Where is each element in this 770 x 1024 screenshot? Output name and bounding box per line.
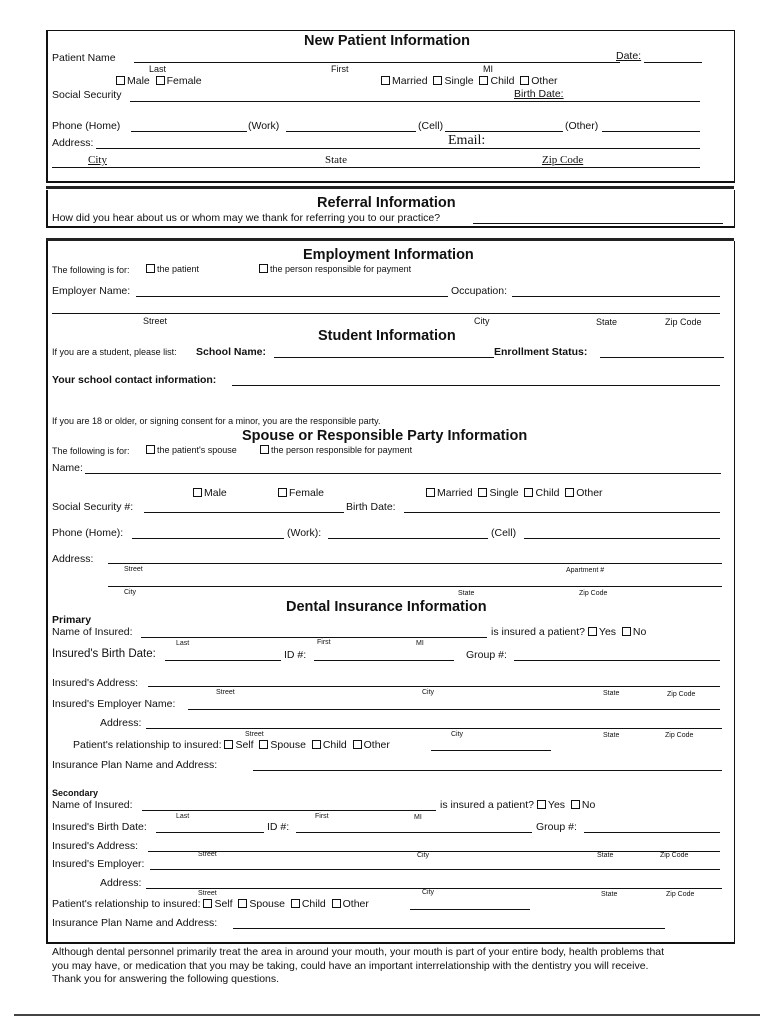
primary-self-checkbox[interactable] <box>224 740 233 749</box>
referral-title: Referral Information <box>317 195 456 211</box>
secondary-spouse-label: Spouse <box>249 898 285 910</box>
spouse-zip-label: Zip Code <box>579 590 608 597</box>
spouse-male-checkbox[interactable] <box>193 488 202 497</box>
referral-field[interactable] <box>473 223 723 224</box>
secondary-self-checkbox[interactable] <box>203 899 212 908</box>
spouse-option-label: the patient's spouse <box>157 445 237 455</box>
date-field[interactable] <box>644 62 702 63</box>
secondary-name-field[interactable] <box>142 810 436 811</box>
spouse-city-label: City <box>124 589 137 596</box>
spouse-other-checkbox[interactable] <box>565 488 574 497</box>
spouse-responsible-option <box>260 445 412 455</box>
city-state-zip-field[interactable] <box>52 167 700 168</box>
secondary-zip-label: Zip Code <box>660 852 689 859</box>
phone-work-label: (Work) <box>248 120 280 132</box>
spouse-street-label: Street <box>124 566 143 573</box>
married-label: Married <box>392 75 428 87</box>
secondary-plan-label: Insurance Plan Name and Address: <box>52 917 218 929</box>
spouse-responsible-checkbox[interactable] <box>260 445 269 454</box>
primary-relationship-label: Patient's relationship to insured: <box>73 739 222 751</box>
spouse-single-label: Single <box>489 487 519 499</box>
primary-no-checkbox[interactable] <box>622 627 631 636</box>
spouse-birth-date-label: Birth Date: <box>346 501 396 513</box>
female-label: Female <box>166 75 202 87</box>
secondary-is-patient-label: is insured a patient? <box>440 799 534 811</box>
married-checkbox[interactable] <box>381 76 390 85</box>
primary-address-field[interactable] <box>148 686 720 687</box>
employment-patient-checkbox[interactable] <box>146 264 155 273</box>
secondary-employer-field[interactable] <box>150 869 720 870</box>
primary-employer-label: Insured's Employer Name: <box>52 698 176 710</box>
primary-group-field[interactable] <box>514 660 720 661</box>
employer-city-label: City <box>474 316 490 326</box>
spouse-gender-male <box>193 487 227 499</box>
primary-employer-address-field[interactable] <box>146 728 722 729</box>
phone-home-field[interactable] <box>131 131 247 132</box>
primary-name-field[interactable] <box>141 637 487 638</box>
primary-other-checkbox[interactable] <box>353 740 362 749</box>
spouse-female-checkbox[interactable] <box>278 488 287 497</box>
secondary-city-label: City <box>417 852 430 859</box>
secondary-relationship-label: Patient's relationship to insured: <box>52 898 201 910</box>
secondary-self-label: Self <box>214 898 233 910</box>
secondary-yes-checkbox[interactable] <box>537 800 546 809</box>
employment-responsible-option <box>259 264 411 274</box>
primary-zip-label: Zip Code <box>667 691 696 698</box>
spouse-child-checkbox[interactable] <box>524 488 533 497</box>
primary-yes-label: Yes <box>598 626 617 638</box>
spouse-gender-female <box>278 487 324 499</box>
address-label: Address: <box>52 137 94 149</box>
spouse-title: Spouse or Responsible Party Information <box>242 428 528 444</box>
primary-employer-address-label: Address: <box>100 717 142 729</box>
zip-label: Zip Code <box>542 154 584 166</box>
primary-address-label: Insured's Address: <box>52 677 139 689</box>
spouse-name-label: Name: <box>52 462 83 474</box>
primary-name-label: Name of Insured: <box>52 626 133 638</box>
male-checkbox[interactable] <box>116 76 125 85</box>
primary-self-label: Self <box>235 739 254 751</box>
secondary-spouse-checkbox[interactable] <box>238 899 247 908</box>
address-field[interactable] <box>96 148 700 149</box>
primary-other-label: Other <box>363 739 390 751</box>
employment-title: Employment Information <box>303 247 474 263</box>
employment-responsible-checkbox[interactable] <box>259 264 268 273</box>
child-checkbox[interactable] <box>479 76 488 85</box>
birth-date-label: Birth Date: <box>514 88 564 100</box>
school-name-label: School Name: <box>196 346 267 358</box>
patient-name-field[interactable] <box>134 62 620 63</box>
spouse-option <box>146 445 237 455</box>
primary-is-patient <box>491 626 646 638</box>
primary-spouse-checkbox[interactable] <box>259 740 268 749</box>
state-label: State <box>325 154 347 166</box>
dental-title: Dental Insurance Information <box>286 599 487 615</box>
occupation-label: Occupation: <box>451 285 508 297</box>
secondary-emp-street-label: Street <box>198 890 217 897</box>
student-title: Student Information <box>318 328 456 344</box>
health-notice-line-2: you may have, or medication that you may be taking, could have an important interrelationship with the dentistry you will receive. <box>52 959 649 972</box>
spouse-phone-home-label: Phone (Home): <box>52 527 124 539</box>
spouse-ssn-label: Social Security #: <box>52 501 134 513</box>
referral-question: How did you hear about us or whom may we thank for referring you to our practice? <box>52 212 441 224</box>
primary-yes-checkbox[interactable] <box>588 627 597 636</box>
employment-following-for: The following is for: <box>52 265 130 275</box>
email-label: Email: <box>448 133 486 148</box>
spouse-following-for: The following is for: <box>52 446 130 456</box>
secondary-birth-date-label: Insured's Birth Date: <box>52 821 147 833</box>
employment-patient-option <box>146 264 199 274</box>
page-bottom-rule <box>14 1014 760 1016</box>
primary-relationship <box>73 739 390 751</box>
primary-label: Primary <box>52 614 92 626</box>
secondary-emp-city-label: City <box>422 889 435 896</box>
primary-employer-field[interactable] <box>188 709 720 710</box>
secondary-employer-address-label: Address: <box>100 877 142 889</box>
new-patient-title: New Patient Information <box>304 33 470 49</box>
female-checkbox[interactable] <box>156 76 165 85</box>
referral-top-rule <box>46 186 734 189</box>
secondary-plan-field[interactable] <box>233 928 665 929</box>
primary-group-label: Group #: <box>466 649 507 661</box>
child-label: Child <box>490 75 515 87</box>
secondary-label: Secondary <box>52 788 99 798</box>
secondary-employer-label: Insured's Employer: <box>52 858 145 870</box>
phone-other-field[interactable] <box>602 131 700 132</box>
secondary-no-checkbox[interactable] <box>571 800 580 809</box>
primary-id-label: ID #: <box>284 649 307 661</box>
spouse-ssn-field[interactable] <box>144 512 344 513</box>
student-if-label: If you are a student, please list: <box>52 347 177 357</box>
primary-street-label: Street <box>216 689 235 696</box>
primary-plan-field[interactable] <box>253 770 722 771</box>
health-notice <box>52 946 664 987</box>
spouse-name-field[interactable] <box>85 473 721 474</box>
spouse-other-label: Other <box>576 487 603 499</box>
secondary-mi-label: MI <box>414 814 422 821</box>
primary-emp-state-label: State <box>603 732 620 739</box>
spouse-state-label: State <box>458 590 475 597</box>
primary-emp-city-label: City <box>451 731 464 738</box>
secondary-state-label: State <box>597 852 614 859</box>
secondary-address-label: Insured's Address: <box>52 840 139 852</box>
phone-home-label: Phone (Home) <box>52 120 121 132</box>
spouse-marital-options <box>426 487 603 499</box>
single-checkbox[interactable] <box>433 76 442 85</box>
spouse-male-label: Male <box>204 487 227 499</box>
health-notice-line-3: Thank you for answering the following questions. <box>52 973 280 985</box>
phone-other-label: (Other) <box>565 120 599 132</box>
secondary-emp-zip-label: Zip Code <box>666 891 695 898</box>
secondary-is-patient <box>440 799 595 811</box>
mi-label: MI <box>483 64 493 74</box>
spouse-phone-home-field[interactable] <box>132 538 284 539</box>
primary-emp-street-label: Street <box>245 731 264 738</box>
spouse-city-field[interactable] <box>108 586 722 587</box>
occupation-field[interactable] <box>512 296 720 297</box>
gender-options <box>116 75 202 87</box>
employer-name-label: Employer Name: <box>52 285 131 297</box>
secondary-child-checkbox[interactable] <box>291 899 300 908</box>
date-label: Date: <box>616 50 642 62</box>
spouse-birth-date-field[interactable] <box>404 512 720 513</box>
primary-child-checkbox[interactable] <box>312 740 321 749</box>
employment-responsible-label: the person responsible for payment <box>270 264 412 274</box>
ssn-field[interactable] <box>130 101 700 102</box>
primary-no-label: No <box>632 626 647 638</box>
secondary-street-label: Street <box>198 851 217 858</box>
employer-zip-label: Zip Code <box>665 317 702 327</box>
employer-street-label: Street <box>143 316 168 326</box>
single-label: Single <box>444 75 474 87</box>
primary-birth-date-label: Insured's Birth Date: <box>52 648 156 660</box>
spouse-address-label: Address: <box>52 553 94 565</box>
responsible-party-note: If you are 18 or older, or signing consent for a minor, you are the responsible party. <box>52 416 381 426</box>
spouse-street-field[interactable] <box>108 563 722 564</box>
enrollment-status-field[interactable] <box>600 357 724 358</box>
secondary-id-field[interactable] <box>296 832 532 833</box>
primary-city-label: City <box>422 689 435 696</box>
spouse-child-label: Child <box>535 487 560 499</box>
secondary-emp-state-label: State <box>601 891 618 898</box>
employer-state-label: State <box>596 317 618 327</box>
last-label: Last <box>149 64 167 74</box>
secondary-child-label: Child <box>301 898 326 910</box>
secondary-last-label: Last <box>176 813 190 820</box>
primary-id-field[interactable] <box>314 660 454 661</box>
spouse-married-checkbox[interactable] <box>426 488 435 497</box>
spouse-cell-label: (Cell) <box>491 527 517 539</box>
primary-state-label: State <box>603 690 620 697</box>
secondary-other-checkbox[interactable] <box>332 899 341 908</box>
primary-other-field[interactable] <box>431 750 551 751</box>
phone-cell-field[interactable] <box>445 131 563 132</box>
secondary-other-label: Other <box>342 898 369 910</box>
school-contact-field[interactable] <box>232 385 720 386</box>
secondary-group-label: Group #: <box>536 821 577 833</box>
secondary-address-field[interactable] <box>148 851 720 852</box>
primary-spouse-label: Spouse <box>270 739 306 751</box>
secondary-group-field[interactable] <box>584 832 720 833</box>
school-contact-label: Your school contact information: <box>52 374 217 386</box>
enrollment-status-label: Enrollment Status: <box>494 346 588 358</box>
spouse-apartment-label: Apartment # <box>566 567 605 574</box>
spouse-married-label: Married <box>437 487 473 499</box>
primary-last-label: Last <box>176 640 190 647</box>
school-name-field[interactable] <box>274 357 494 358</box>
employer-name-field[interactable] <box>136 296 448 297</box>
ssn-label: Social Security <box>52 89 122 101</box>
spouse-female-label: Female <box>289 487 325 499</box>
patient-name-label: Patient Name <box>52 52 116 64</box>
secondary-first-label: First <box>315 813 329 820</box>
spouse-work-field[interactable] <box>328 538 488 539</box>
secondary-yes-label: Yes <box>547 799 566 811</box>
employment-patient-label: the patient <box>157 264 200 274</box>
other-checkbox[interactable] <box>520 76 529 85</box>
employer-address-field[interactable] <box>52 313 720 314</box>
primary-plan-label: Insurance Plan Name and Address: <box>52 759 218 771</box>
secondary-id-label: ID #: <box>267 821 290 833</box>
spouse-checkbox[interactable] <box>146 445 155 454</box>
secondary-birth-date-field[interactable] <box>156 832 264 833</box>
phone-work-field[interactable] <box>286 131 416 132</box>
secondary-other-field[interactable] <box>410 909 530 910</box>
primary-is-patient-label: is insured a patient? <box>491 626 585 638</box>
spouse-work-label: (Work): <box>287 527 322 539</box>
primary-emp-zip-label: Zip Code <box>665 732 694 739</box>
primary-child-label: Child <box>322 739 347 751</box>
secondary-name-label: Name of Insured: <box>52 799 133 811</box>
male-label: Male <box>127 75 150 87</box>
spouse-responsible-label: the person responsible for payment <box>271 445 413 455</box>
other-label: Other <box>531 75 558 87</box>
spouse-cell-field[interactable] <box>524 538 720 539</box>
marital-options <box>381 75 558 87</box>
primary-first-label: First <box>317 639 331 646</box>
primary-birth-date-field[interactable] <box>165 660 281 661</box>
health-notice-line-1: Although dental personnel primarily treat the area in around your mouth, your mouth is part of your entire body, health problems that <box>52 946 665 958</box>
city-label: City <box>88 154 107 166</box>
spouse-single-checkbox[interactable] <box>478 488 487 497</box>
first-label: First <box>331 64 349 74</box>
secondary-no-label: No <box>581 799 596 811</box>
phone-cell-label: (Cell) <box>418 120 444 132</box>
primary-mi-label: MI <box>416 640 424 647</box>
secondary-relationship <box>52 898 369 910</box>
